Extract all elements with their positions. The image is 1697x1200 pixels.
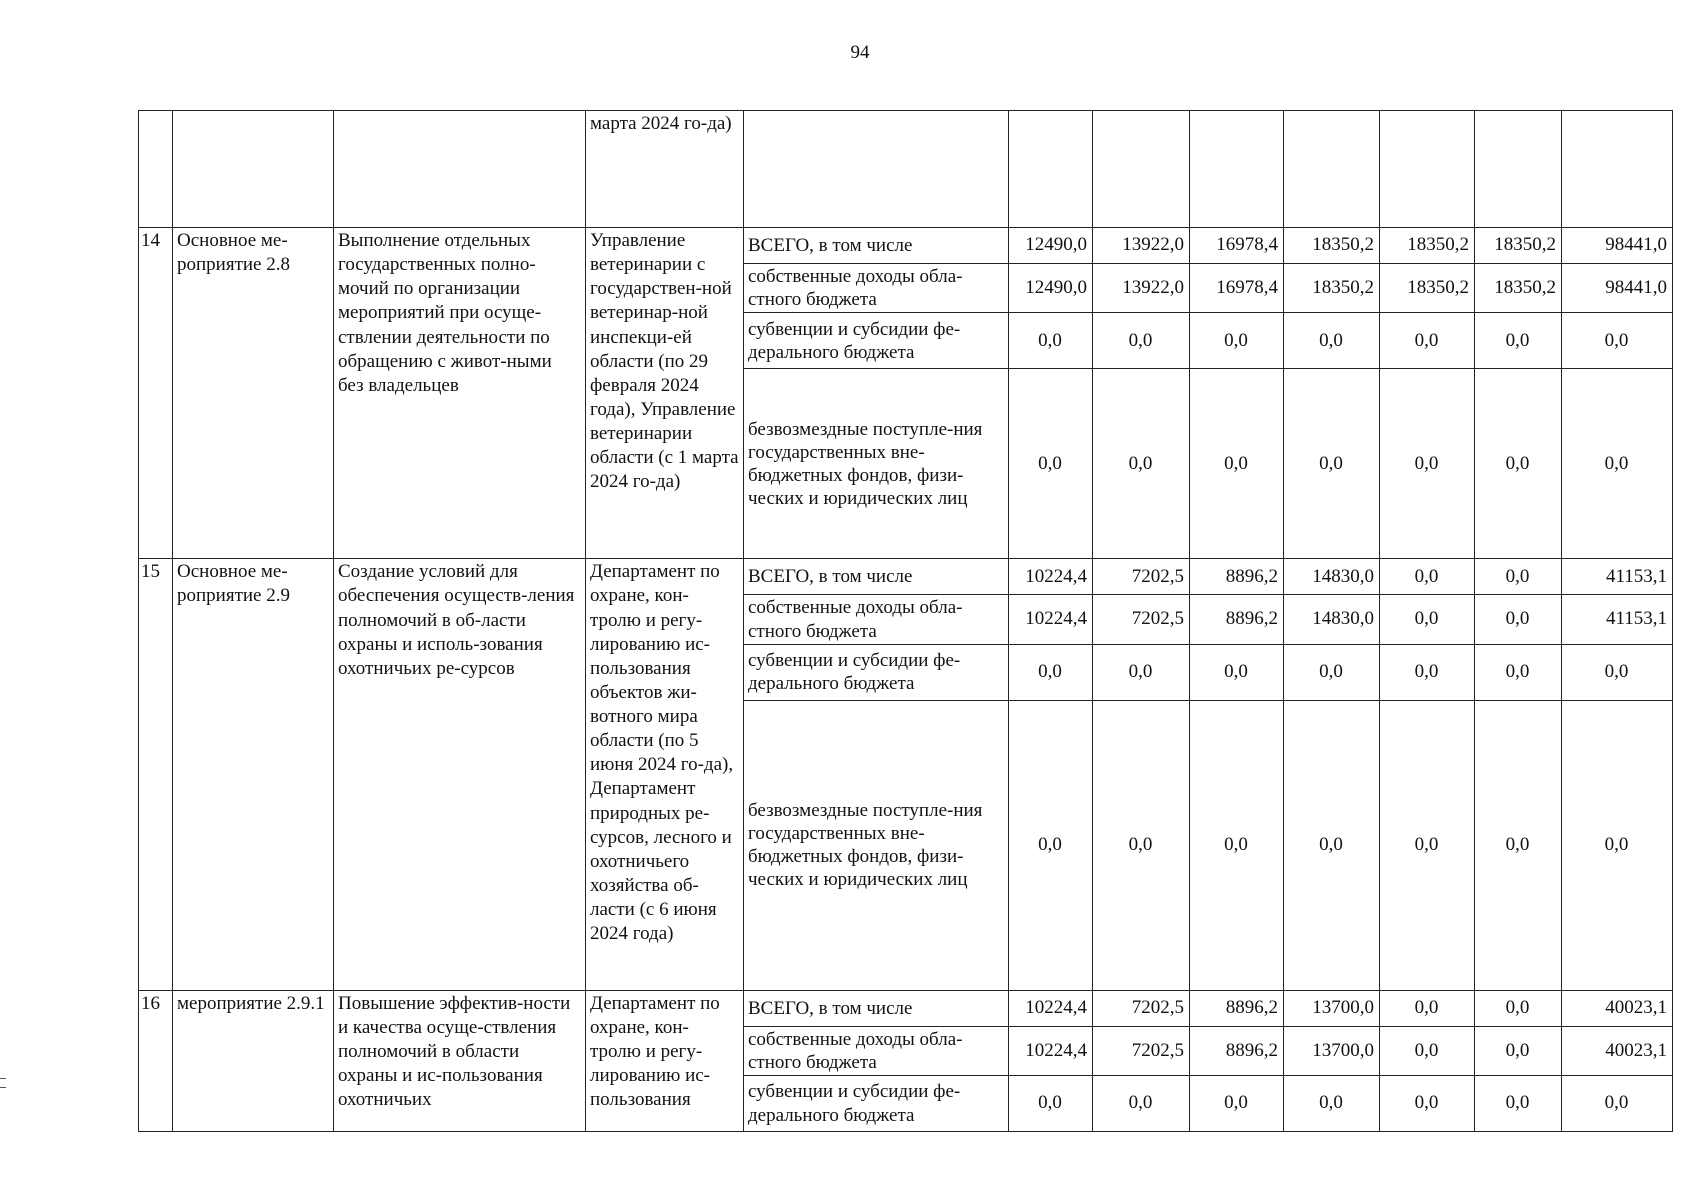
source-cell [744, 111, 1009, 228]
value-cell [1190, 111, 1284, 228]
num-cell: 14 [139, 228, 173, 559]
value-cell: 7202,5 [1093, 1026, 1190, 1075]
value-cell: 0,0 [1190, 313, 1284, 369]
value-cell: 0,0 [1562, 1076, 1673, 1132]
name-cell: Выполнение отдельных государственных полно-мочий по организации мероприятий при осуще-ствлении деятельности по обращению с живот-ными без владельцев [334, 228, 586, 559]
name-cell [334, 111, 586, 228]
funding-source-cell: ВСЕГО, в том числе [744, 990, 1009, 1026]
value-cell: 18350,2 [1284, 264, 1380, 313]
value-cell: 0,0 [1284, 700, 1380, 990]
value-cell: 8896,2 [1190, 559, 1284, 595]
value-cell: 12490,0 [1009, 228, 1093, 264]
value-cell: 40023,1 [1562, 1026, 1673, 1075]
value-cell: 0,0 [1284, 644, 1380, 700]
value-cell: 13922,0 [1093, 228, 1190, 264]
value-cell: 0,0 [1093, 369, 1190, 559]
executor-cell: Департамент по охране, кон-тролю и регу-лированию ис-пользования объектов жи-вотного мира области (по 5 июня 2024 го-да), Департамент природных ре-сурсов, лесного и охотничьего хозяйства об-ласти (с 6 июня 2024 года) [586, 559, 744, 990]
funding-source-cell: безвозмездные поступле-ния государственных вне-бюджетных фондов, физи-ческих и юридических лиц [744, 700, 1009, 990]
value-cell: 0,0 [1380, 1026, 1475, 1075]
funding-source-cell: субвенции и субсидии фе-дерального бюджета [744, 313, 1009, 369]
name-cell: Создание условий для обеспечения осуществ-ления полномочий в об-ласти охраны и исполь-зования охотничьих ре-сурсов [334, 559, 586, 990]
value-cell: 14830,0 [1284, 559, 1380, 595]
value-cell [1284, 111, 1380, 228]
value-cell: 7202,5 [1093, 990, 1190, 1026]
value-cell: 41153,1 [1562, 559, 1673, 595]
value-cell [1562, 111, 1673, 228]
value-cell: 0,0 [1380, 595, 1475, 644]
value-cell: 0,0 [1380, 1076, 1475, 1132]
value-cell: 8896,2 [1190, 1026, 1284, 1075]
funding-source-cell: собственные доходы обла-стного бюджета [744, 595, 1009, 644]
value-cell: 98441,0 [1562, 264, 1673, 313]
value-cell: 10224,4 [1009, 595, 1093, 644]
value-cell: 0,0 [1009, 700, 1093, 990]
funding-source-cell: субвенции и субсидии фе-дерального бюджета [744, 644, 1009, 700]
value-cell: 13700,0 [1284, 990, 1380, 1026]
value-cell: 0,0 [1284, 369, 1380, 559]
value-cell: 0,0 [1093, 700, 1190, 990]
value-cell: 0,0 [1475, 313, 1562, 369]
value-cell: 0,0 [1380, 700, 1475, 990]
value-cell: 0,0 [1475, 559, 1562, 595]
value-cell: 7202,5 [1093, 595, 1190, 644]
name-cell: Повышение эффектив-ности и качества осуще-ствления полномочий в области охраны и ис-пользования охотничьих [334, 990, 586, 1131]
page-number: 94 [850, 42, 870, 63]
value-cell: 0,0 [1093, 313, 1190, 369]
table-row-continuation [139, 111, 1673, 228]
value-cell: 18350,2 [1284, 228, 1380, 264]
value-cell: 0,0 [1093, 1076, 1190, 1132]
value-cell [1009, 111, 1093, 228]
value-cell: 0,0 [1475, 644, 1562, 700]
value-cell: 14830,0 [1284, 595, 1380, 644]
num-cell: 16 [139, 990, 173, 1131]
value-cell: 0,0 [1475, 1076, 1562, 1132]
executor-cell: Управление ветеринарии с государствен-ной ветеринар-ной инспекци-ей области (по 29 февраля 2024 года), Управление ветеринарии области (с 1 марта 2024 го-да) [586, 228, 744, 559]
value-cell: 12490,0 [1009, 264, 1093, 313]
value-cell [1380, 111, 1475, 228]
value-cell: 0,0 [1475, 1026, 1562, 1075]
value-cell: 16978,4 [1190, 264, 1284, 313]
value-cell: 0,0 [1190, 369, 1284, 559]
value-cell: 0,0 [1562, 700, 1673, 990]
value-cell: 0,0 [1562, 644, 1673, 700]
executor-cell: марта 2024 го-да) [586, 111, 744, 228]
value-cell: 0,0 [1009, 369, 1093, 559]
event-cell [173, 111, 334, 228]
funding-source-cell: ВСЕГО, в том числе [744, 228, 1009, 264]
value-cell: 18350,2 [1380, 228, 1475, 264]
value-cell: 16978,4 [1190, 228, 1284, 264]
value-cell: 0,0 [1475, 369, 1562, 559]
value-cell: 10224,4 [1009, 559, 1093, 595]
table-row [139, 228, 1673, 264]
value-cell: 18350,2 [1475, 264, 1562, 313]
value-cell: 7202,5 [1093, 559, 1190, 595]
value-cell: 41153,1 [1562, 595, 1673, 644]
value-cell: 0,0 [1009, 313, 1093, 369]
funding-source-cell: собственные доходы обла-стного бюджета [744, 264, 1009, 313]
value-cell: 0,0 [1009, 1076, 1093, 1132]
event-cell: Основное ме-роприятие 2.8 [173, 228, 334, 559]
value-cell: 8896,2 [1190, 595, 1284, 644]
value-cell: 0,0 [1475, 700, 1562, 990]
value-cell: 0,0 [1380, 559, 1475, 595]
funding-source-cell: ВСЕГО, в том числе [744, 559, 1009, 595]
value-cell: 0,0 [1190, 644, 1284, 700]
value-cell: 0,0 [1380, 369, 1475, 559]
value-cell [1475, 111, 1562, 228]
value-cell: 0,0 [1093, 644, 1190, 700]
value-cell: 0,0 [1380, 990, 1475, 1026]
value-cell: 10224,4 [1009, 990, 1093, 1026]
value-cell: 0,0 [1284, 313, 1380, 369]
value-cell: 0,0 [1009, 644, 1093, 700]
margin-mark [0, 1087, 6, 1088]
funding-source-cell: собственные доходы обла-стного бюджета [744, 1026, 1009, 1075]
value-cell: 13700,0 [1284, 1026, 1380, 1075]
value-cell: 0,0 [1475, 595, 1562, 644]
value-cell: 98441,0 [1562, 228, 1673, 264]
executor-cell: Департамент по охране, кон-тролю и регу-лированию ис-пользования [586, 990, 744, 1131]
value-cell: 18350,2 [1380, 264, 1475, 313]
value-cell: 8896,2 [1190, 990, 1284, 1026]
value-cell: 0,0 [1190, 700, 1284, 990]
value-cell: 0,0 [1284, 1076, 1380, 1132]
table-row [139, 990, 1673, 1026]
value-cell: 0,0 [1380, 313, 1475, 369]
margin-mark [0, 1078, 6, 1079]
event-cell: Основное ме-роприятие 2.9 [173, 559, 334, 990]
budget-table [138, 110, 1673, 1132]
value-cell [1093, 111, 1190, 228]
value-cell: 0,0 [1380, 644, 1475, 700]
table-row [139, 559, 1673, 595]
value-cell: 18350,2 [1475, 228, 1562, 264]
value-cell: 0,0 [1475, 990, 1562, 1026]
value-cell: 0,0 [1562, 313, 1673, 369]
num-cell: 15 [139, 559, 173, 990]
event-cell: мероприятие 2.9.1 [173, 990, 334, 1131]
num-cell [139, 111, 173, 228]
value-cell: 13922,0 [1093, 264, 1190, 313]
value-cell: 10224,4 [1009, 1026, 1093, 1075]
funding-source-cell: безвозмездные поступле-ния государственных вне-бюджетных фондов, физи-ческих и юридических лиц [744, 369, 1009, 559]
value-cell: 0,0 [1190, 1076, 1284, 1132]
value-cell: 40023,1 [1562, 990, 1673, 1026]
value-cell: 0,0 [1562, 369, 1673, 559]
table-body [139, 111, 1673, 1132]
funding-source-cell: субвенции и субсидии фе-дерального бюджета [744, 1076, 1009, 1132]
